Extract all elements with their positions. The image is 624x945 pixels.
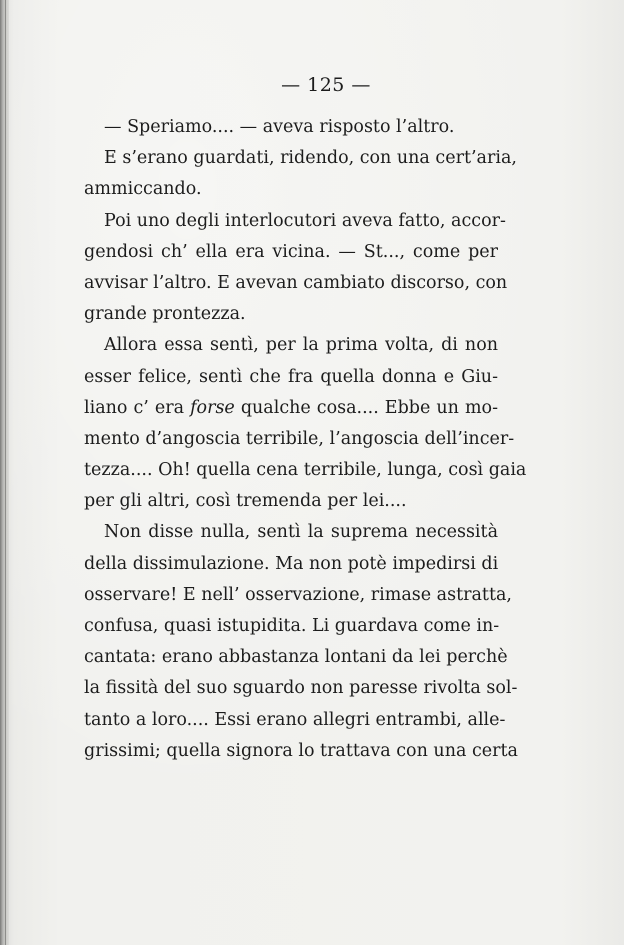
text-line: osservare! E nell’ osservazione, rimase astratta, (84, 584, 512, 605)
text-line: Poi uno degli interlocutori aveva fatto, accor- (104, 210, 506, 231)
text-line (84, 393, 498, 424)
page-number: — 125 — (281, 74, 371, 96)
text-line: tezza.... Oh! quella cena terribile, lunga, così gaia (84, 460, 527, 481)
text-line: mento d’angoscia terribile, l’angoscia dell’incer- (84, 428, 515, 449)
binding-line (5, 0, 6, 945)
text-line: Allora essa sentì, per la prima volta, di non (104, 335, 498, 356)
text-line: esser felice, sentì che fra quella donna e Giu- (84, 366, 498, 387)
text-line: — Speriamo.... — aveva risposto l’altro. (104, 117, 455, 137)
text-segment: liano c’ era (84, 397, 191, 418)
text-line: avvisar l’altro. E avevan cambiato discorso, con (84, 272, 508, 293)
text-line: E s’erano guardati, ridendo, con una cert’aria, (104, 148, 517, 169)
text-line: la fissità del suo sguardo non paresse rivolta sol- (84, 678, 518, 699)
text-line: gendosi ch’ ella era vicina. — St..., come per (84, 241, 498, 262)
text-line: Non disse nulla, sentì la suprema necessità (104, 522, 498, 543)
text-line: per gli altri, così tremenda per lei.... (84, 491, 407, 512)
text-line: confusa, quasi istupidita. Li guardava come in- (84, 616, 500, 636)
text-segment: qualche cosa.... Ebbe un mo- (234, 397, 498, 418)
text-line: grissimi; quella signora lo trattava con una certa (84, 740, 518, 761)
text-line: grande prontezza. (84, 304, 246, 325)
text-line: della dissimulazione. Ma non potè impedirsi di (84, 553, 499, 574)
body-text (84, 112, 527, 767)
text-line: cantata: erano abbastanza lontani da lei perchè (84, 647, 508, 668)
text-line: tanto a loro.... Essi erano allegri entrambi, alle- (84, 709, 506, 730)
italic-word: forse (190, 397, 235, 418)
text-line: ammiccando. (84, 179, 202, 200)
